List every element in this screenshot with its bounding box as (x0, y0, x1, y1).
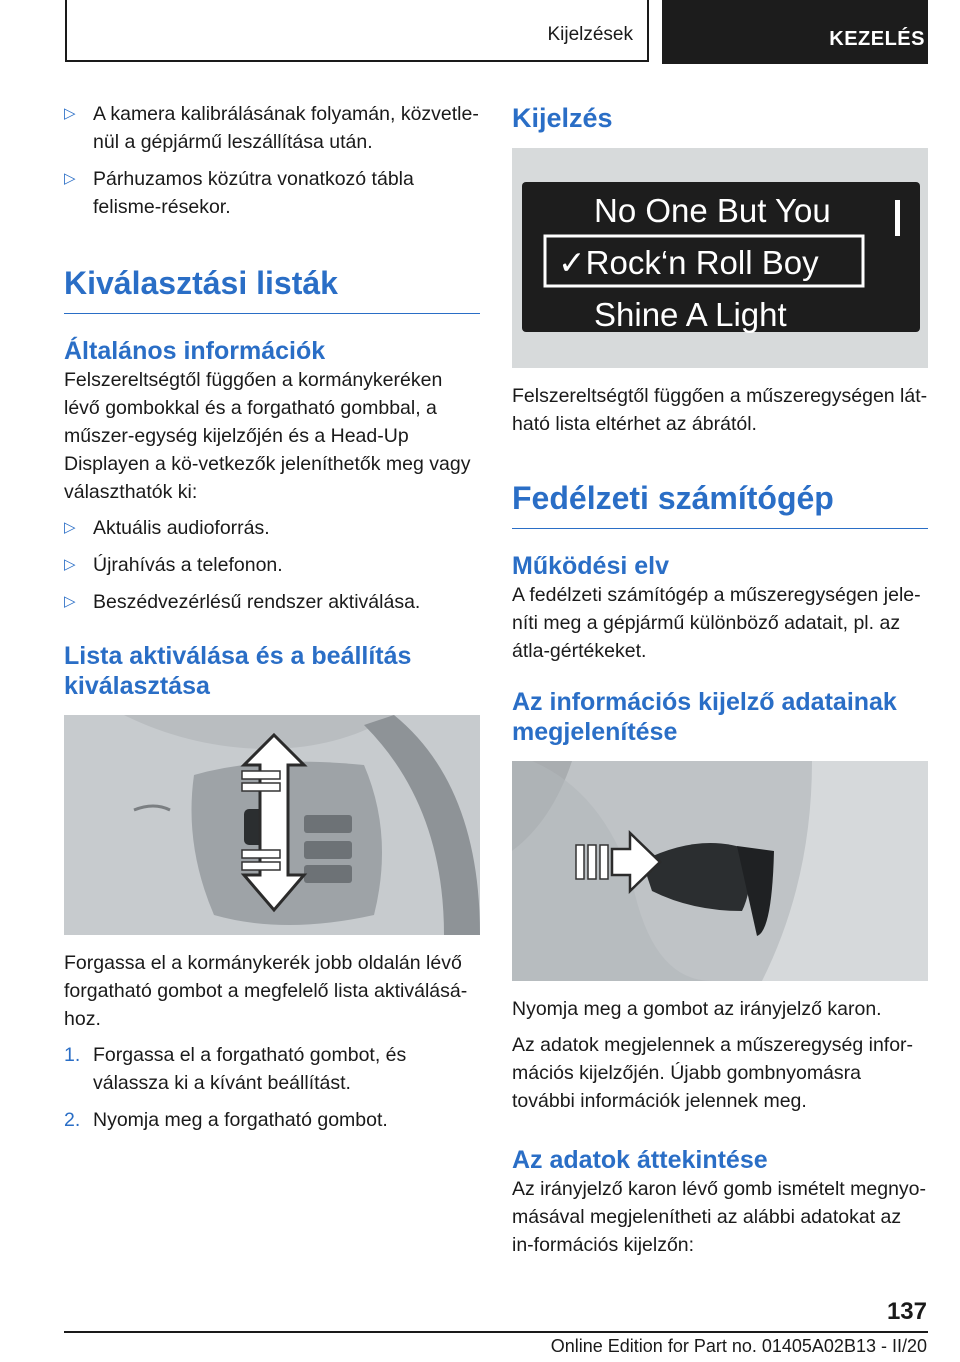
heading-data-overview: Az adatok áttekintése (512, 1146, 768, 1174)
triangle-bullet-icon: ▷ (64, 170, 76, 187)
header-chapter-label: KEZELÉS (829, 28, 925, 50)
bullet-list-general (64, 514, 480, 616)
heading-activate-list: Lista aktiválása és a beállítás kiválasztása (64, 642, 412, 700)
triangle-bullet-icon: ▷ (64, 519, 76, 536)
list-item: ▷ Beszédvezérlésű rendszer aktiválása. (64, 588, 480, 616)
overview-text: Az irányjelző karon lévő gomb ismételt megnyo‐másával megjelenítheti az alábbi adatokat az in‐formációs kijelzőn: (512, 1178, 927, 1256)
turn-signal-lever-illustration (512, 761, 928, 981)
heading-selection-lists: Kiválasztási listák (64, 263, 480, 314)
display-list-illustration (512, 148, 928, 368)
display-item-2: ✓Rock‘n Roll Boy (558, 244, 819, 281)
footer-edition: Online Edition for Part no. 01405A02B13 - II/20 (550, 1336, 927, 1356)
list-item: 1. Forgassa el a forgatható gombot, és válassza ki a kívánt beállítást. (64, 1044, 407, 1094)
list-item: 2. Nyomja meg a forgatható gombot. (64, 1109, 388, 1131)
heading-general-info: Általános információk (64, 337, 326, 365)
page-number: 137 (886, 1298, 927, 1325)
general-info-text: Felszereltségtől függően a kormánykeréken lévő gombokkal és a forgatható gombbal, a műszer‐egység kijelzőjén és a Head-Up Displayen a kö‐vetkezők jeleníthetők meg vagy választhatók ki: (64, 369, 471, 503)
activate-text: Forgassa el a kormánykerék jobb oldalán lévő forgatható gombot a megfelelő lista aktiválásá‐hoz. (64, 952, 468, 1030)
principle-text: A fedélzeti számítógép a műszeregységen jele‐níti meg a gépjármű különböző adatait, pl. az átla‐gértékeket. (512, 584, 921, 662)
triangle-bullet-icon: ▷ (64, 556, 76, 573)
header-section-title: Kijelzések (547, 24, 633, 45)
steering-wheel-illustration (64, 715, 480, 935)
left-column (64, 100, 480, 1143)
display-text: Felszereltségtől függően a műszeregységen lát‐ható lista eltérhet az ábrától. (512, 385, 928, 435)
list-item: ▷ Párhuzamos közútra vonatkozó tábla felisme‐résekor. (64, 165, 480, 221)
bullet-list-top (64, 100, 480, 221)
header-chapter-tab (662, 0, 928, 64)
page-header (65, 0, 928, 64)
heading-operating-principle: Működési elv (512, 552, 669, 580)
info-text-1: Nyomja meg a gombot az irányjelző karon. (512, 998, 882, 1020)
display-item-1: No One But You (594, 192, 831, 229)
list-item: ▷ Aktuális audioforrás. (64, 514, 480, 542)
list-item: ▷ Újrahívás a telefonon. (64, 551, 480, 579)
right-column (512, 100, 928, 1267)
heading-onboard-computer: Fedélzeti számítógép (512, 478, 928, 529)
heading-display: Kijelzés (512, 103, 613, 133)
triangle-bullet-icon: ▷ (64, 593, 76, 610)
steps-list (64, 1041, 480, 1134)
list-item: ▷ A kamera kalibrálásának folyamán, közvetle‐nül a gépjármű leszállítása után. (64, 100, 480, 156)
info-text-2: Az adatok megjelennek a műszeregység infor‐mációs kijelzőjén. Újabb gombnyomásra további információk jelennek meg. (512, 1034, 914, 1112)
footer-divider (64, 1331, 928, 1333)
heading-info-display: Az információs kijelző adatainak megjelenítése (512, 688, 897, 746)
triangle-bullet-icon: ▷ (64, 105, 76, 122)
display-item-3: Shine A Light (594, 296, 787, 333)
header-section-box (65, 0, 649, 62)
